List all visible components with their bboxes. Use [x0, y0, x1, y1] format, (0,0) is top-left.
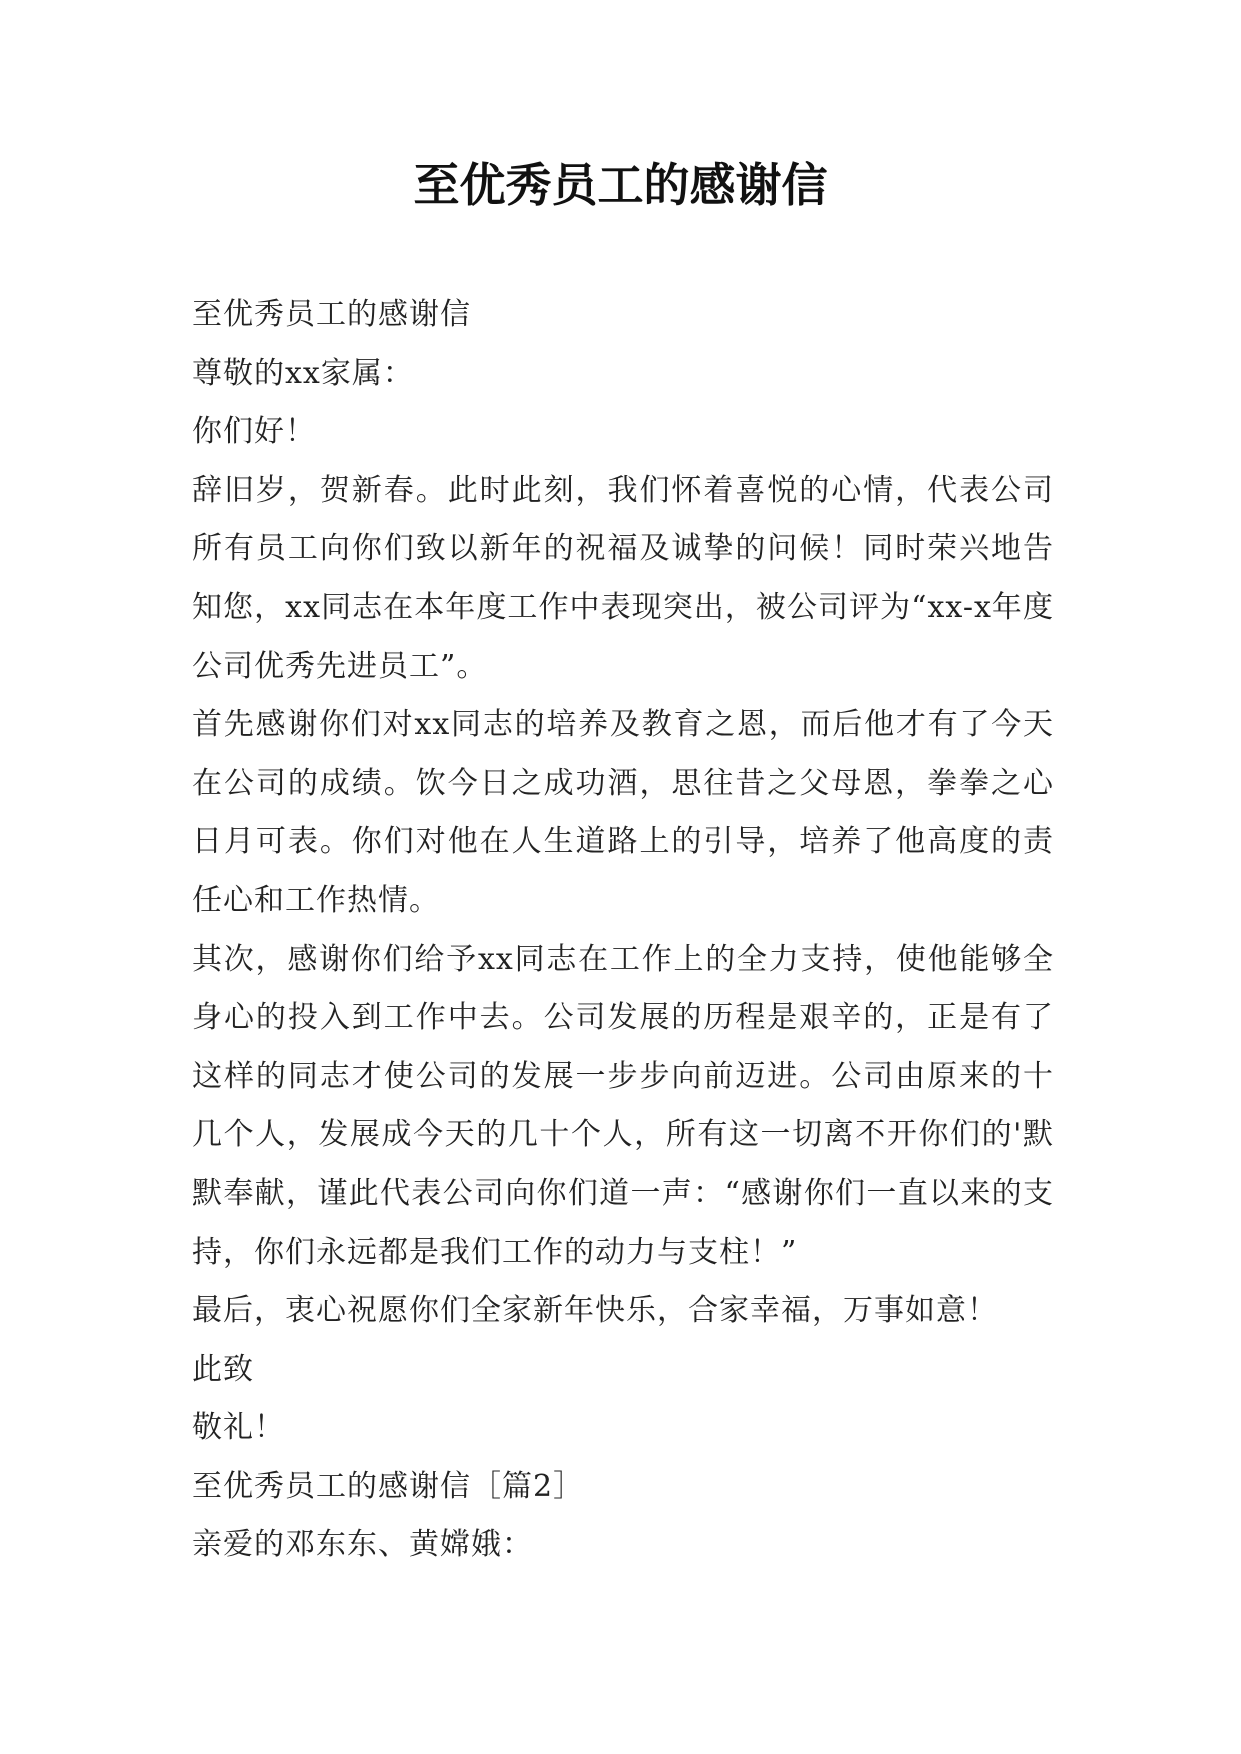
document-title: 至优秀员工的感谢信: [413, 158, 828, 212]
body-paragraph: 其次，感谢你们给予xx同志在工作上的全力支持，使他能够全身心的投入到工作中去。公司发展的历程是艰辛的，正是有了这样的同志才使公司的发展一步步向前迈进。公司由原来的十几个人，发展成今天的几十个人，所有这一切离不开你们的'默默奉献，谨此代表公司向你们道一声：“感谢你们一直以来的支持，你们永远都是我们工作的动力与支柱！”: [192, 941, 1054, 1270]
body-paragraph: 辞旧岁，贺新春。此时此刻，我们怀着喜悦的心情，代表公司所有员工向你们致以新年的祝福及诚挚的问候！同时荣兴地告知您，xx同志在本年度工作中表现突出，被公司评为“xx-x年度公司优秀先进员工”。: [192, 472, 1054, 684]
section-heading: 至优秀员工的感谢信［篇2］: [192, 1468, 585, 1504]
salutation-line: 尊敬的xx家属：: [192, 355, 414, 391]
body-paragraph: 首先感谢你们对xx同志的培养及教育之恩，而后他才有了今天在公司的成绩。饮今日之成功酒，思往昔之父母恩，拳拳之心日月可表。你们对他在人生道路上的引导，培养了他高度的责任心和工作热情。: [192, 707, 1054, 918]
salutation-line: 亲爱的邓东东、黄嫦娥：: [192, 1527, 533, 1563]
greeting-line: 你们好！: [192, 414, 316, 450]
closing-regards: 敬礼！: [192, 1410, 285, 1446]
subtitle-line: 至优秀员工的感谢信: [192, 297, 471, 332]
letter-body: [192, 286, 1054, 1575]
closing-phrase: 此致: [192, 1351, 254, 1387]
closing-wish: 最后，衷心祝愿你们全家新年快乐，合家幸福，万事如意！: [192, 1293, 998, 1329]
